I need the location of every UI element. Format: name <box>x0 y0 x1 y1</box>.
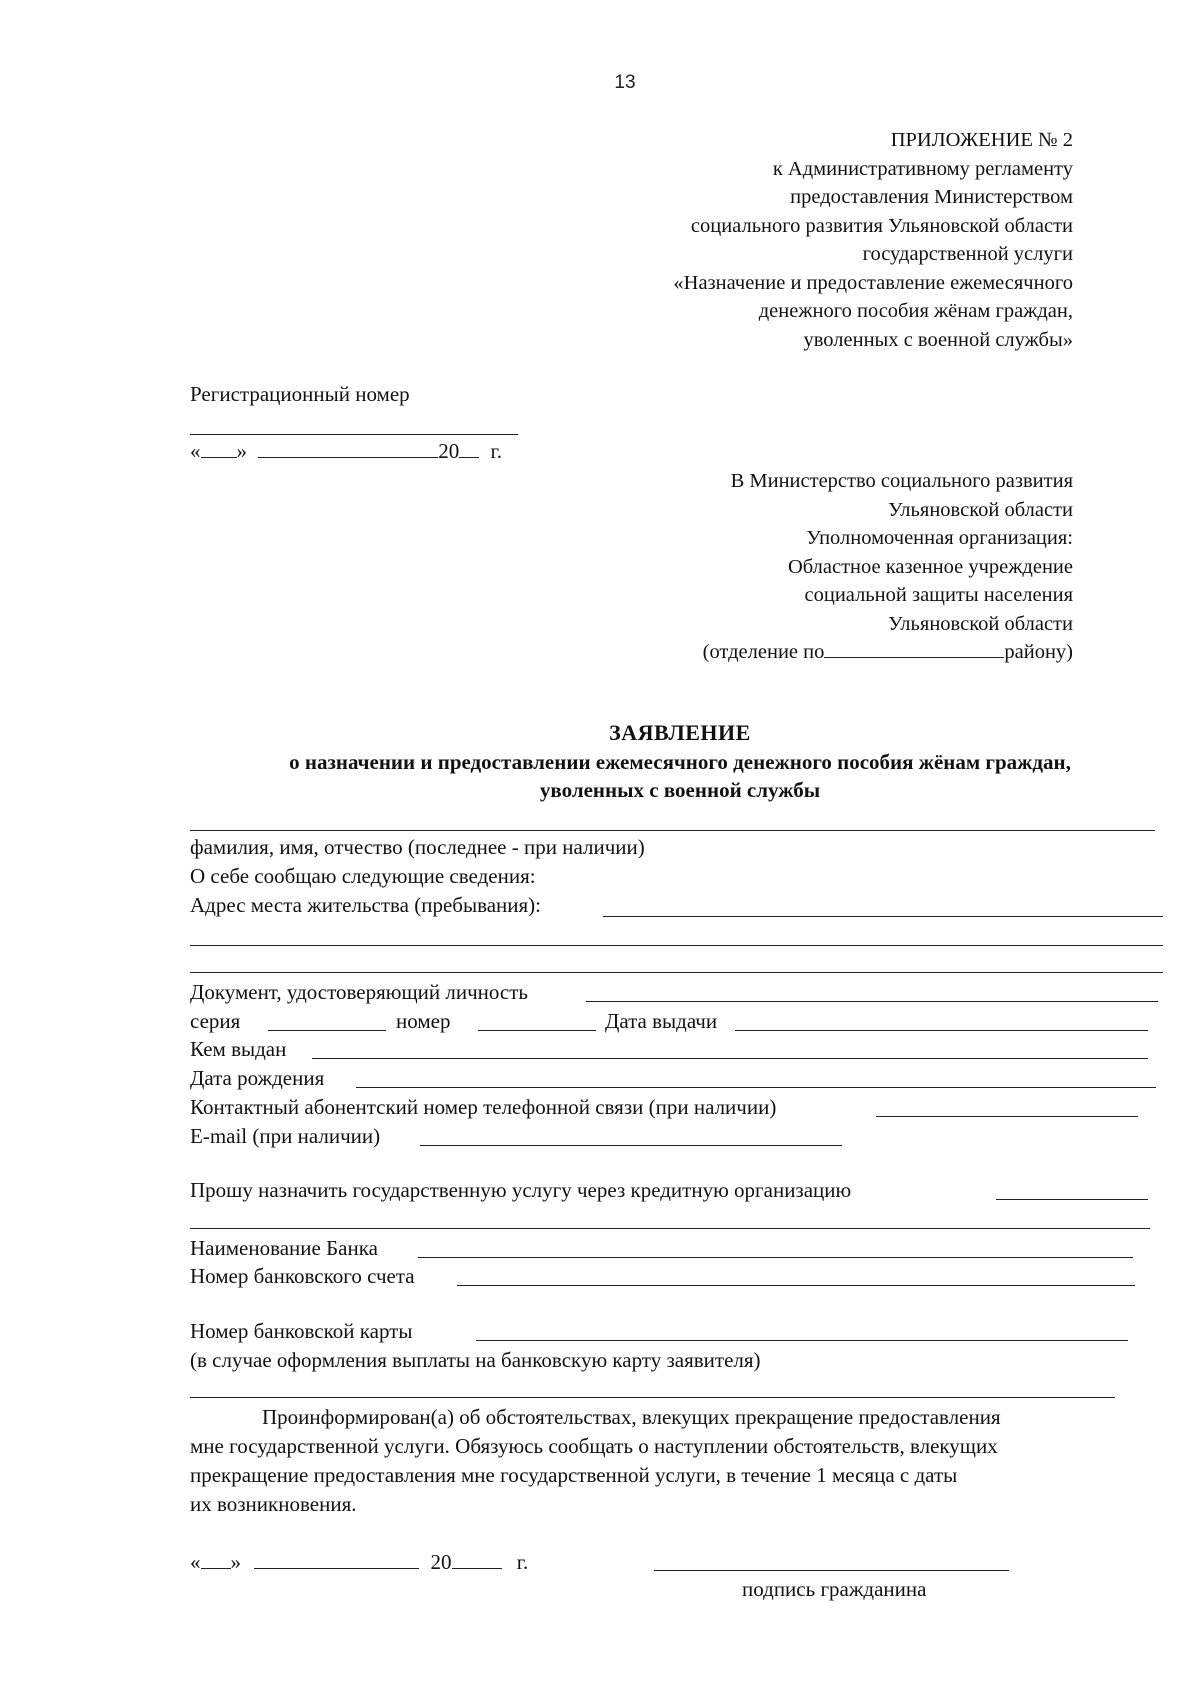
card-field[interactable] <box>476 1340 1128 1341</box>
appendix-line: социального развития Ульяновской области <box>690 214 1073 237</box>
appendix-line: к Административному регламенту <box>772 157 1073 180</box>
year-prefix: 20 <box>430 1550 452 1574</box>
signature-month-field[interactable] <box>254 1550 419 1569</box>
email-label: E-mail (при наличии) <box>190 1124 381 1148</box>
signature-year-field[interactable] <box>452 1550 502 1569</box>
issued-by-field[interactable] <box>312 1058 1148 1059</box>
statement-line-3: прекращение предоставления мне государственной услуги, в течение 1 месяца с даты <box>190 1463 958 1487</box>
year-suffix: г. <box>490 439 502 463</box>
department-field[interactable] <box>824 639 1004 658</box>
registration-month-field[interactable] <box>258 439 438 458</box>
open-quote: « <box>190 439 201 463</box>
credit-organization-field[interactable] <box>996 1199 1148 1200</box>
bank-name-field[interactable] <box>418 1257 1133 1258</box>
appendix-block <box>673 126 1073 354</box>
close-quote: » <box>236 439 247 463</box>
addressee-line: Ульяновской области <box>888 612 1073 635</box>
open-quote: « <box>190 1550 201 1574</box>
email-field[interactable] <box>420 1145 842 1146</box>
appendix-line: уволенных с военной службы» <box>803 328 1073 351</box>
fio-caption: фамилия, имя, отчество (последнее - при наличии) <box>190 835 645 859</box>
series-field[interactable] <box>268 1030 386 1031</box>
issued-by-label: Кем выдан <box>190 1037 287 1061</box>
page-number: 13 <box>614 72 636 93</box>
account-field[interactable] <box>457 1285 1135 1286</box>
close-quote: » <box>230 1550 241 1574</box>
birth-date-field[interactable] <box>356 1087 1156 1088</box>
about-self-text: О себе сообщаю следующие сведения: <box>190 864 536 888</box>
card-label: Номер банковской карты <box>190 1319 413 1343</box>
divider-line <box>190 1397 1115 1398</box>
signature-date <box>190 1548 528 1576</box>
signature-day-field[interactable] <box>201 1550 231 1569</box>
addressee-line: социальной защиты населения <box>804 584 1073 606</box>
document-title: ЗАЯВЛЕНИЕ <box>609 720 751 745</box>
signature-caption: подпись гражданина <box>742 1577 927 1601</box>
credit-organization-field-2[interactable] <box>190 1228 1150 1229</box>
signature-field[interactable] <box>654 1570 1009 1571</box>
registration-label: Регистрационный номер <box>190 382 410 406</box>
issue-date-field[interactable] <box>735 1030 1148 1031</box>
addressee-line: Ульяновской области <box>888 498 1073 521</box>
statement-line-2: мне государственной услуги. Обязуюсь сообщать о наступлении обстоятельств, влекущих <box>190 1434 998 1458</box>
birth-date-label: Дата рождения <box>190 1066 325 1090</box>
document-subtitle-2: уволенных с военной службы <box>539 778 821 802</box>
address-field[interactable] <box>603 916 1163 917</box>
addressee-line: Уполномоченная организация: <box>806 527 1073 549</box>
number-label: номер <box>396 1009 451 1033</box>
appendix-line: ПРИЛОЖЕНИЕ № 2 <box>890 129 1073 151</box>
id-document-label: Документ, удостоверяющий личность <box>190 980 528 1004</box>
address-label: Адрес места жительства (пребывания): <box>190 893 542 917</box>
bank-name-label: Наименование Банка <box>190 1236 378 1260</box>
number-field[interactable] <box>478 1030 596 1031</box>
registration-day-field[interactable] <box>201 439 237 458</box>
document-subtitle-1: о назначении и предоставлении ежемесячного денежного пособия жёнам граждан, <box>289 750 1071 774</box>
account-label: Номер банковского счета <box>190 1264 415 1288</box>
registration-year-field[interactable] <box>459 439 479 458</box>
department-prefix: (отделение по <box>702 641 825 663</box>
phone-field[interactable] <box>876 1116 1138 1117</box>
request-label: Прошу назначить государственную услугу через кредитную организацию <box>190 1178 852 1202</box>
statement-line-1: Проинформирован(а) об обстоятельствах, влекущих прекращение предоставления <box>262 1405 1001 1429</box>
registration-date <box>190 437 502 465</box>
address-field-3[interactable] <box>190 972 1163 973</box>
appendix-line: «Назначение и предоставление ежемесячного <box>673 271 1073 294</box>
series-label: серия <box>190 1009 241 1033</box>
addressee-block <box>703 467 1073 667</box>
appendix-line: предоставления Министерством <box>790 186 1073 208</box>
card-note: (в случае оформления выплаты на банковскую карту заявителя) <box>190 1348 761 1372</box>
fio-field[interactable] <box>190 830 1155 831</box>
year-suffix: г. <box>516 1550 529 1574</box>
statement-line-4: их возникновения. <box>190 1492 357 1516</box>
issue-date-label: Дата выдачи <box>605 1009 718 1033</box>
addressee-line: В Министерство социального развития <box>730 470 1073 492</box>
appendix-line: государственной услуги <box>862 243 1073 265</box>
department-suffix: району) <box>1004 641 1073 663</box>
id-document-field[interactable] <box>586 1001 1158 1002</box>
appendix-line: денежного пособия жёнам граждан, <box>758 300 1073 322</box>
address-field-2[interactable] <box>190 945 1163 946</box>
year-prefix: 20 <box>438 439 460 463</box>
department-line <box>703 638 1073 667</box>
registration-number-line[interactable] <box>190 434 518 435</box>
phone-label: Контактный абонентский номер телефонной связи (при наличии) <box>190 1095 777 1119</box>
addressee-line: Областное казенное учреждение <box>787 555 1073 578</box>
